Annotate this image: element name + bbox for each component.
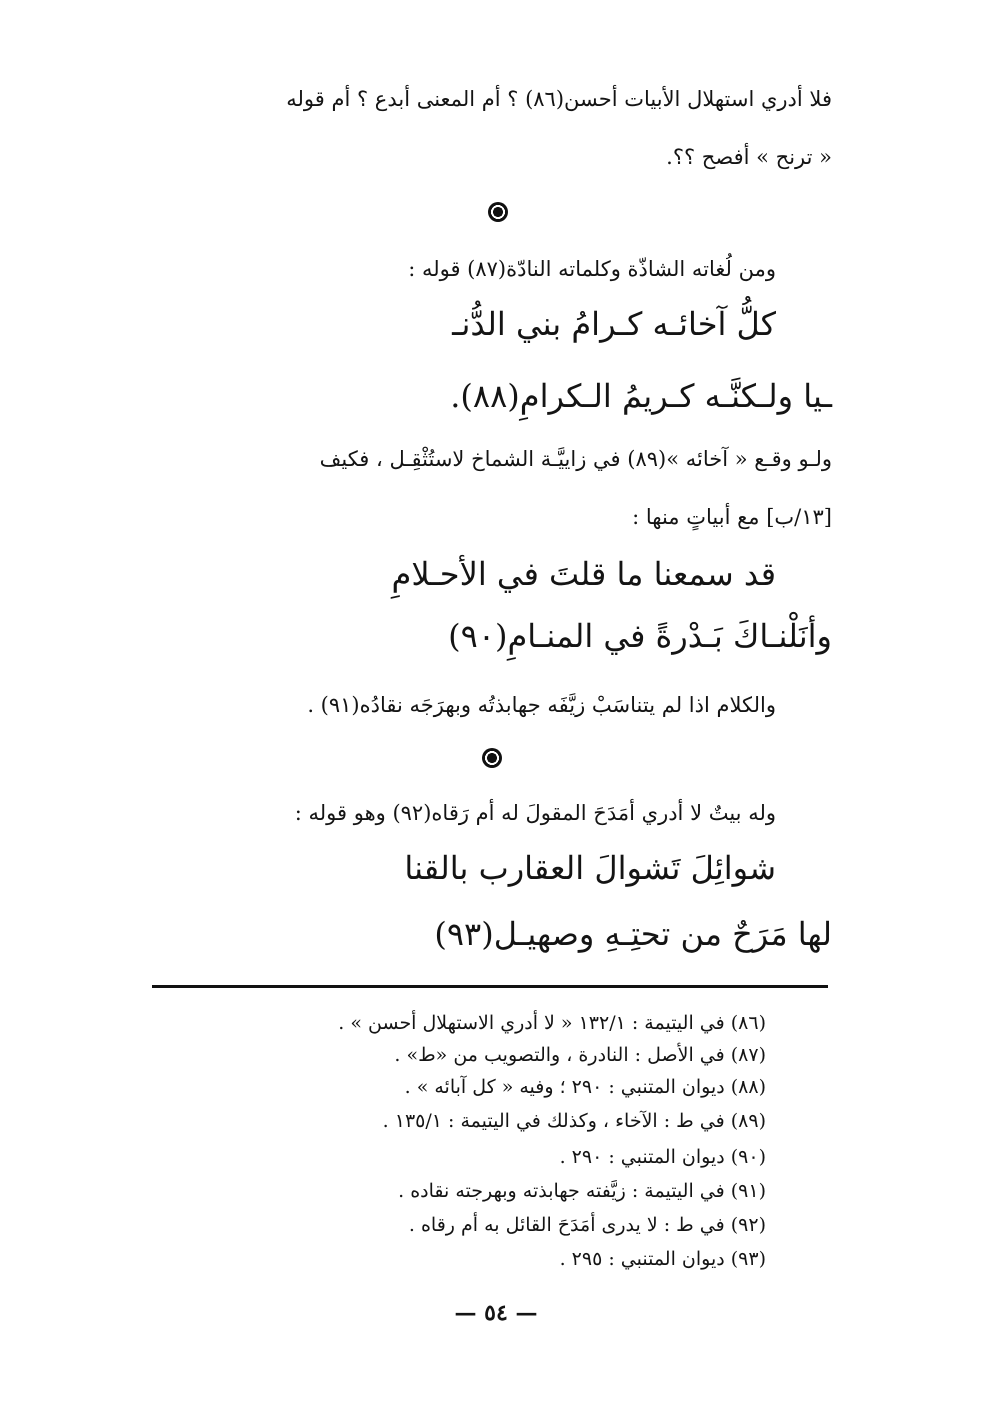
body-line: « ترنح » أفصح ؟؟. xyxy=(666,145,832,169)
footnote: (٨٨) ديوان المتنبي : ٢٩٠ ؛ وفيه « كل آبائه » . xyxy=(404,1076,766,1098)
verse-line: كلُّ آخائـه كـرامُ بني الدُّنـ xyxy=(452,305,776,343)
body-line: فلا أدري استهلال الأبيات أحسن(٨٦) ؟ أم المعنى أبدع ؟ أم قوله xyxy=(286,87,832,111)
body-line: ومن لُغاته الشاذّة وكلماته النادّة(٨٧) قوله : xyxy=(408,257,776,281)
verse-line: وأنَلْنـاكَ بَـدْرةً في المنـامِ(٩٠) xyxy=(448,617,832,655)
footnote: (٨٦) في اليتيمة : ١٣٢/١ « لا أدري الاستهلال أحسن » . xyxy=(338,1012,766,1034)
body-line: [١٣/ب] مع أبياتٍ منها : xyxy=(632,505,832,529)
footnote: (٨٩) في ط : الآخاء ، وكذلك في اليتيمة : ١٣٥/١ . xyxy=(382,1110,766,1132)
footnote: (٩٣) ديوان المتنبي : ٢٩٥ . xyxy=(559,1248,766,1270)
verse-line: قد سمعنا ما قلتَ في الأحـلامِ xyxy=(391,555,776,593)
verse-line: لها مَرَحٌ من تحتِـهِ وصهيـل(٩٣) xyxy=(434,915,832,953)
section-separator-ornament xyxy=(488,202,508,222)
page-number: — ٥٤ — xyxy=(454,1300,538,1326)
footnote-separator-rule xyxy=(152,985,828,988)
section-separator-ornament xyxy=(482,748,502,768)
footnote: (٩١) في اليتيمة : زيَّفته جهابذته وبهرجته نقاده . xyxy=(398,1180,766,1202)
footnote: (٩٢) في ط : لا يدرى أمَدَحَ القائل به أم رقاه . xyxy=(408,1214,766,1236)
body-line: والكلام اذا لم يتناسَبْ زيَّفَه جهابذتُه وبهرَجَه نقادُه(٩١) . xyxy=(307,693,776,717)
body-line: ولـو وقـع « آخائه »(٨٩) في زاييَّـة الشماخ لاستُثْقِـل ، فكيف xyxy=(319,447,832,471)
footnote: (٨٧) في الأصل : النادرة ، والتصويب من «ط» . xyxy=(394,1044,766,1066)
footnote: (٩٠) ديوان المتنبي : ٢٩٠ . xyxy=(559,1146,766,1168)
body-line: وله بيتٌ لا أدري أمَدَحَ المقولَ له أم رَقاه(٩٢) وهو قوله : xyxy=(294,801,776,825)
verse-line: ـيا ولـكنَّـه كـريمُ الـكرامِ(٨٨). xyxy=(450,377,832,415)
verse-line: شوائِلَ تَشوالَ العقارب بالقنا xyxy=(404,849,776,887)
